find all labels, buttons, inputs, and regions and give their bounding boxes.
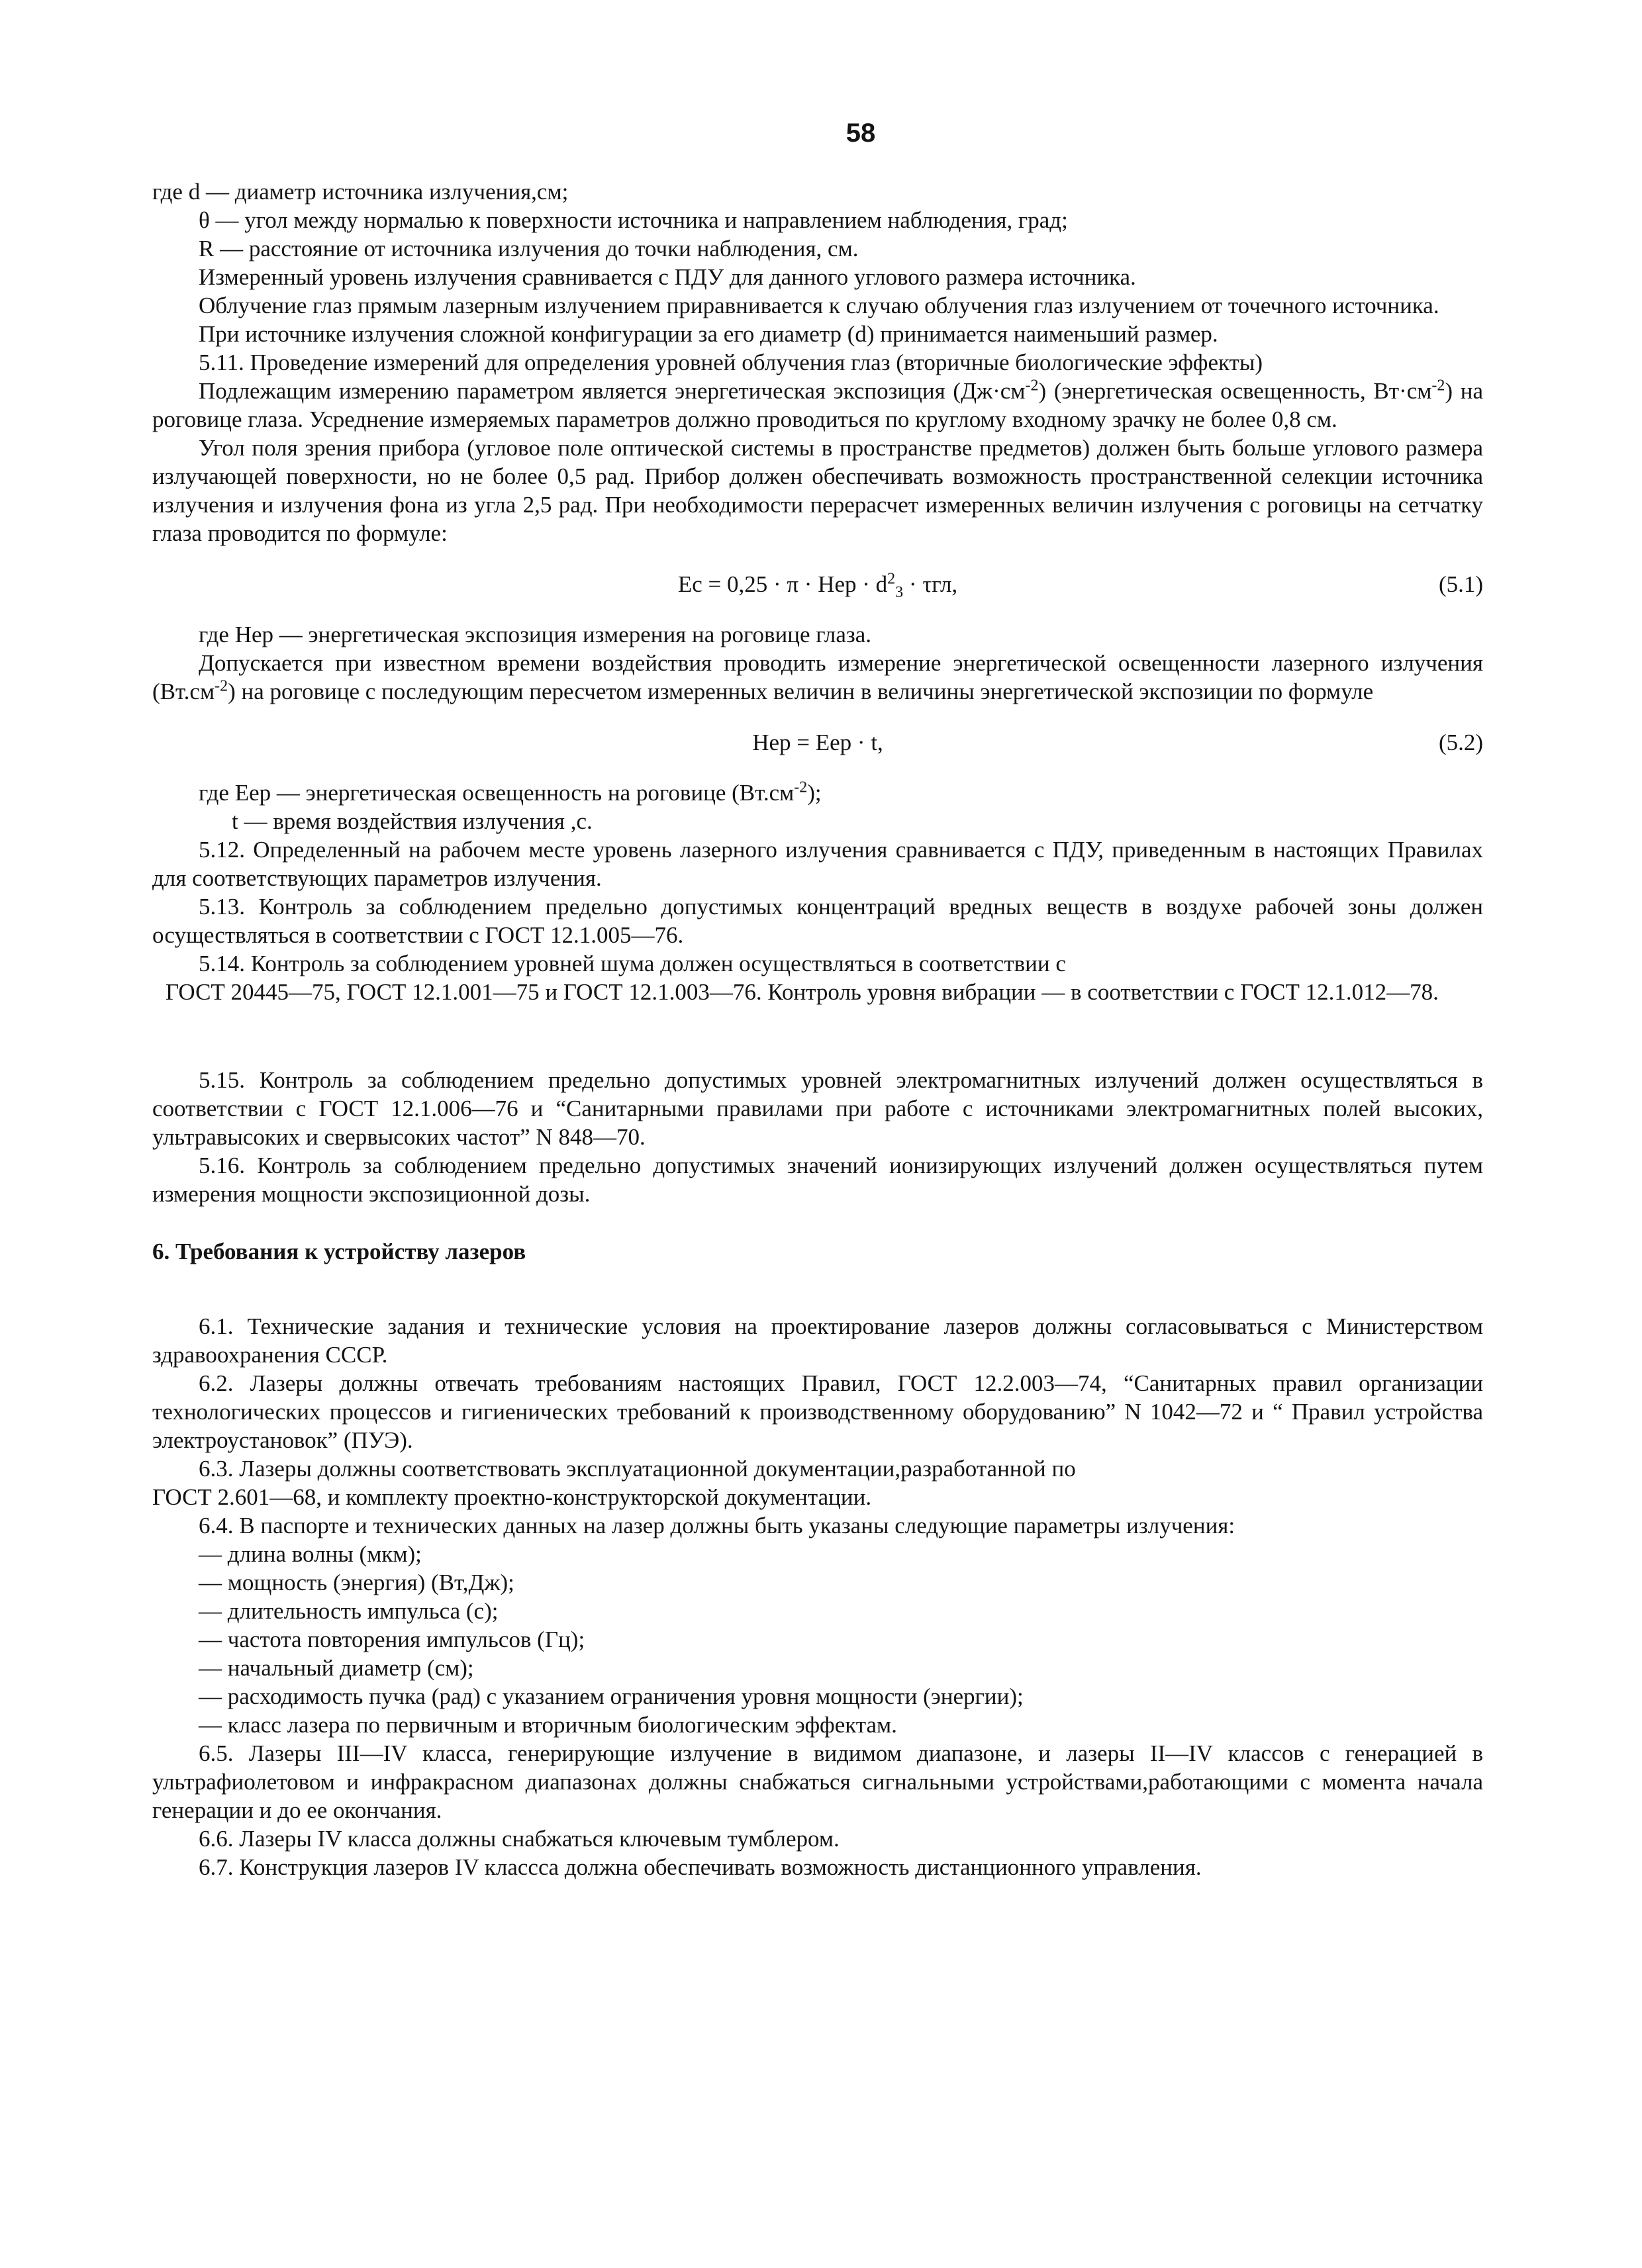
formula-5-2-expression: Нер = Еер · t, bbox=[752, 730, 883, 755]
section-6-1: 6.1. Технические задания и технические условия на проектирование лазеров должны согласовываться с Министерством здравоохранения СССР. bbox=[152, 1313, 1483, 1368]
section-heading: 6. Требования к устройству лазеров bbox=[152, 1239, 526, 1264]
parameters-list bbox=[152, 1540, 1483, 1739]
list-item: — расходимость пучка (рад) с указанием ограничения уровня мощности (энергии); bbox=[199, 1683, 1024, 1709]
section-6-4: 6.4. В паспорте и технических данных на лазер должны быть указаны следующие параметры излучения: bbox=[199, 1513, 1235, 1538]
paragraph: При источнике излучения сложной конфигурации за его диаметр (d) принимается наименьший размер. bbox=[199, 321, 1218, 347]
formula-5-1-number: (5.1) bbox=[1438, 571, 1483, 597]
definition-r: R — расстояние от источника излучения до точки наблюдения, см. bbox=[199, 236, 859, 261]
section-5-15: 5.15. Контроль за соблюдением предельно допустимых уровней электромагнитных излучений должен осуществляться в соответствии с ГОСТ 12.1.006—76 и “Санитарными правилами при работе с источниками электромагнитных полей высоких, ультравысоких и свервысоких частот” N 848—70. bbox=[152, 1067, 1483, 1150]
formula-5-2-number: (5.2) bbox=[1438, 730, 1483, 755]
list-item: — частота повторения импульсов (Гц); bbox=[199, 1627, 585, 1652]
section-6-2: 6.2. Лазеры должны отвечать требованиям настоящих Правил, ГОСТ 12.2.003—74, “Санитарных правил организации технологических процессов и гигиенических требований к производственному оборудованию” N 1042—72 и “ Правил устройства электроустановок” (ПУЭ). bbox=[152, 1370, 1483, 1453]
section-5-14-cont: ГОСТ 20445—75, ГОСТ 12.1.001—75 и ГОСТ 12.1.003—76. Контроль уровня вибрации — в соответствии с ГОСТ 12.1.012—78. bbox=[166, 979, 1439, 1005]
formula-5-1 bbox=[152, 547, 1483, 620]
section-6-7: 6.7. Конструкция лазеров IV класссa должна обеспечивать возможность дистанционного управления. bbox=[199, 1854, 1202, 1880]
page-number: 58 bbox=[845, 118, 876, 148]
list-item: — начальный диаметр (см); bbox=[199, 1655, 474, 1681]
section-5-16: 5.16. Контроль за соблюдением предельно допустимых значений ионизирующих излучений должен осуществляться путем измерения мощности экспозиционной дозы. bbox=[152, 1153, 1483, 1207]
formula-5-2 bbox=[152, 706, 1483, 779]
paragraph-irradiance: Допускается при известном времени воздействия проводить измерение энергетической освещенности лазерного излучения $(Вт.см^{-2})$ на роговице с последующим пересчетом измеренных величин в величины энергетической экспозиции по формуле bbox=[152, 650, 1483, 704]
formula-5-1-expression: Ес = 0,25 · π · Нер · $d^2_3 \cdot \tau гл$, bbox=[677, 570, 958, 601]
section-6-3: 6.3. Лазеры должны соответствовать эксплуатационной документации,разработанной по bbox=[199, 1456, 1076, 1482]
paragraph: где Нер — энергетическая экспозиция измерения на роговице глаза. bbox=[199, 622, 871, 647]
paragraph: Угол поля зрения прибора (угловое поле оптической системы в пространстве предметов) должен быть больше углового размера излучающей поверхности, но не более 0,5 рад. Прибор должен обеспечивать возможность пространственной селекции источника излучения и излучения фона из угла 2,5 рад. При необходимости перерасчет измеренных величин излучения с роговицы на сетчатку глаза проводится по формуле: bbox=[152, 435, 1483, 546]
page-body bbox=[152, 177, 1483, 1881]
paragraph-exposure: Подлежащим измерению параметром является энергетическая экспозиция $(Дж\cdot см^{-2})$ (энергетическая освещенность, $Вт\cdot см^{-2}$) на роговице глаза. Усреднение измеряемых параметров должно проводиться по круглому входному зрачку не более 0,8 см. bbox=[152, 377, 1484, 432]
section-5-14: 5.14. Контроль за соблюдением уровней шума должен осуществляться в соответствии с bbox=[199, 951, 1066, 976]
list-item: — длина волны (мкм); bbox=[199, 1541, 422, 1567]
paragraph: Облучение глаз прямым лазерным излучением приравнивается к случаю облучения глаз излучением от точечного источника. bbox=[199, 293, 1439, 318]
definition-eep: где Еер — энергетическая освещенность на роговице $(Вт.см^{-2})$; bbox=[199, 779, 822, 806]
spacer bbox=[152, 1006, 1483, 1066]
section-5-13: 5.13. Контроль за соблюдением предельно допустимых концентраций вредных веществ в воздухе рабочей зоны должен осуществляться в соответствии с ГОСТ 12.1.005—76. bbox=[152, 894, 1483, 948]
list-item: — длительность импульса (с); bbox=[199, 1598, 499, 1624]
list-item: — мощность (энергия) (Вт,Дж); bbox=[199, 1570, 514, 1595]
section-6-3-cont: ГОСТ 2.601—68, и комплекту проектно-конструкторской документации. bbox=[152, 1484, 872, 1510]
section-6-5: 6.5. Лазеры III—IV класса, генерирующие излучение в видимом диапазоне, и лазеры II—IV классов с генерацией в ультрафиолетовом и инфракрасном диапазонах должны снабжаться сигнальными устройствами,работающими с момента начала генерации и до ее окончания. bbox=[152, 1740, 1483, 1823]
list-item: — класс лазера по первичным и вторичным биологическим эффектам. bbox=[199, 1712, 897, 1738]
definition-t: t — время воздействия излучения ,с. bbox=[232, 808, 593, 834]
definition-d: где d — диаметр источника излучения,см; bbox=[152, 179, 569, 205]
section-5-11: 5.11. Проведение измерений для определения уровней облучения глаз (вторичные биологические эффекты) bbox=[199, 350, 1263, 375]
section-5-12: 5.12. Определенный на рабочем месте уровень лазерного излучения сравнивается с ПДУ, приведенным в настоящих Правилах для соответствующих параметров излучения. bbox=[152, 837, 1483, 891]
definition-theta: θ — угол между нормалью к поверхности источника и направлением наблюдения, град; bbox=[199, 207, 1068, 233]
paragraph: Измеренный уровень излучения сравнивается с ПДУ для данного углового размера источника. bbox=[199, 264, 1136, 290]
section-6-6: 6.6. Лазеры IV класса должны снабжаться ключевым тумблером. bbox=[199, 1826, 840, 1852]
